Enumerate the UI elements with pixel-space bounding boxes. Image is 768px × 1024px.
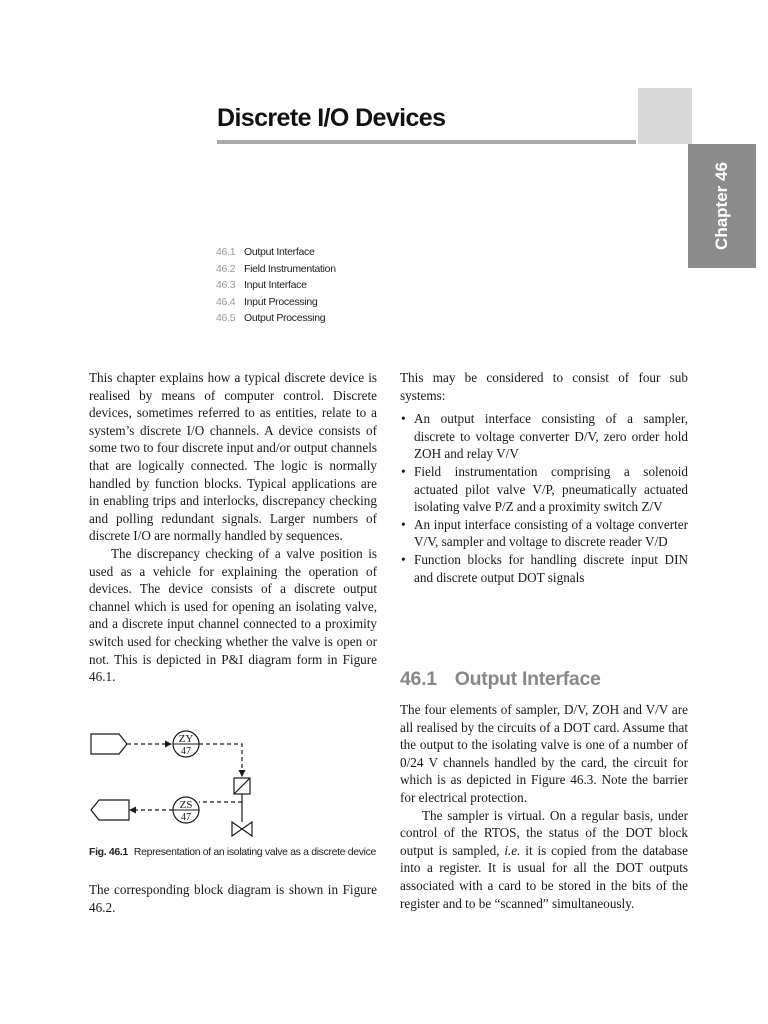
section-number: 46.1 [400,668,437,690]
figure-caption [89,846,376,858]
toc-number: 46.3 [216,279,236,291]
chapter-tab-top [638,88,692,144]
toc-label: Output Interface [244,246,315,258]
sampler-paragraph [400,807,688,913]
right-column-section [400,701,688,912]
toc-number: 46.4 [216,295,236,308]
intro-paragraph: This chapter explains how a typical discrete device is realised by means of computer control. Discrete devices, sometimes referred to as entities, relate to a system’s discrete I/O channels. A device consists of some two to four discrete input and/or output channels that are logically connected. The logic is normally handled by function blocks. Typical applications are in enabling trips and interlocks, discrepancy checking and polling redundant signals. Larger numbers of discrete I/O are normally handled by sequences. [89,370,377,544]
zs-tag-number: 47 [181,812,191,823]
valve-body [232,822,252,836]
list-item: • Function blocks for handling discrete input DIN and discrete output DOT signals [400,551,688,586]
left-column-after-figure [89,881,377,916]
right-column [400,369,688,586]
subsystems-list [400,410,688,586]
section-heading [400,668,601,691]
toc-label: Input Processing [244,295,318,308]
block-diagram-paragraph: The corresponding block diagram is shown in Figure 46.2. [89,882,377,915]
chapter-toc [216,244,336,327]
figure-caption-text: Representation of an isolating valve as a discrete device [133,846,376,858]
zs-tag-label: ZS [179,799,193,811]
toc-item [216,277,336,294]
toc-number: 46.5 [216,312,236,324]
chapter-tab [688,144,756,268]
chapter-tab-label: Chapter 46 [712,162,731,250]
output-interface-paragraph: The four elements of sampler, D/V, ZOH and V/V are all realised by the circuits of a DOT card. Assume that the output to the isolating valve is one of a number of 0/24 V channels handled by the card, the circuit for which is as depicted in Figure 46.3. Note the barrier for electrical protection. [400,702,688,805]
left-column [89,369,377,686]
list-item: • An input interface consisting of a voltage converter V/V, sampler and voltage to discrete reader V/D [400,516,688,551]
section-title: Output Interface [454,668,601,690]
output-connector-shape [91,800,129,820]
figure-label: Fig. 46.1 [89,846,128,858]
toc-label: Output Processing [244,312,326,324]
zy-tag-label: ZY [178,733,194,745]
toc-label: Input Interface [244,279,307,291]
toc-number: 46.2 [216,262,236,275]
toc-item [216,294,336,311]
list-item: • Field instrumentation comprising a solenoid actuated pilot valve V/P, pneumatically actuated isolating valve P/Z and a proximity switch Z/V [400,463,688,516]
signal-line-to-solenoid [199,744,242,774]
sampler-text-a: The sampler is virtual. On a regular basis, under control of the RTOS, the status of the DOT block output is sampled, [400,807,688,858]
arrow-head [239,770,246,777]
toc-number: 46.1 [216,246,236,258]
chapter-title: Discrete I/O Devices [217,104,446,132]
sampler-text-b: it is copied from the database into a register. It is usual for all the DOT outputs associated with a card to be stored in the bits of the register and to be “scanned” simultaneously. [400,842,688,911]
toc-item [216,261,336,278]
toc-label: Field Instrumentation [244,262,336,275]
subsystems-intro: This may be considered to consist of four sub systems: [400,370,688,403]
discrepancy-paragraph: The discrepancy checking of a valve position is used as a vehicle for explaining the operation of devices. The device consists of a discrete output channel which is used for opening an isolating valve, and a discrete input channel connected to a proximity switch used for checking whether the valve is open or not. This is depicted in P&I diagram form in Figure 46.1. [89,545,377,685]
solenoid-diagonal [234,778,250,794]
arrow-head [129,807,136,814]
title-rule [217,140,636,144]
zy-tag-number: 47 [181,746,191,757]
input-connector-shape [91,734,127,754]
toc-item [216,244,336,261]
list-item: • An output interface consisting of a sampler, discrete to voltage converter D/V, zero order hold ZOH and relay V/V [400,410,688,463]
sampler-text-ie: i.e. [504,842,521,858]
figure-46-1-diagram [89,730,269,840]
arrow-head [165,741,172,748]
toc-item [216,310,336,327]
